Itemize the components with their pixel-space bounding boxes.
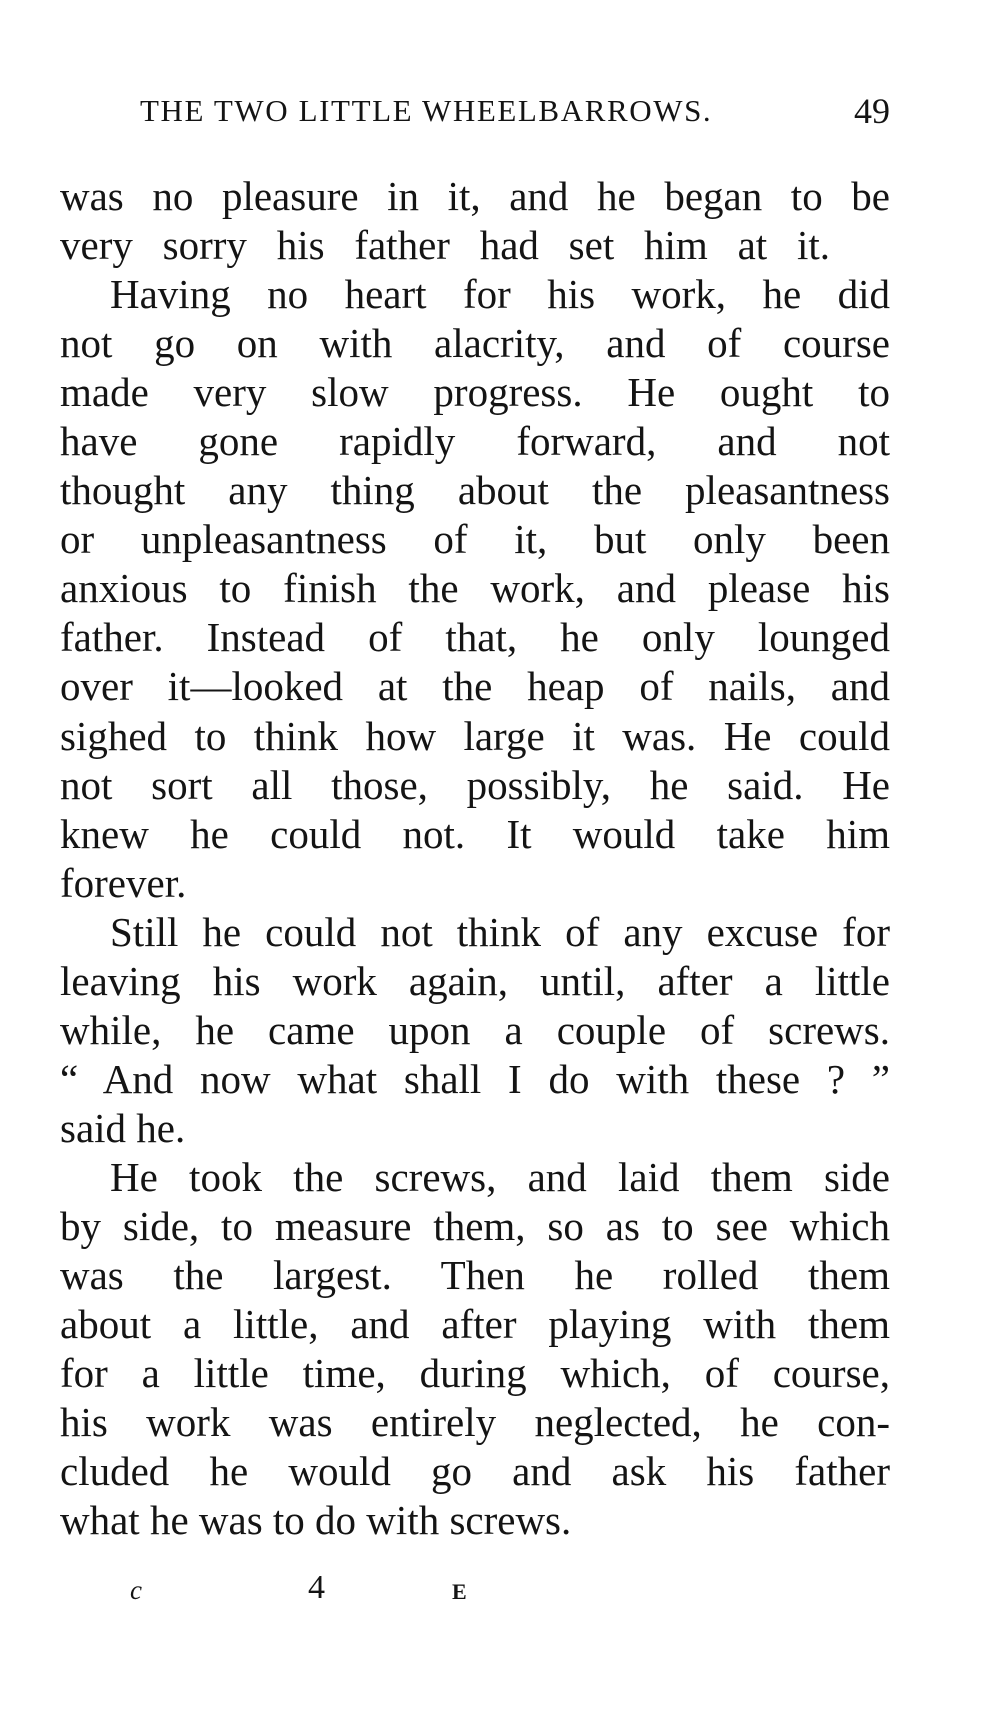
text-line: thought any thing about the pleasantness [60, 467, 890, 514]
text-line: over it—looked at the heap of nails, and [60, 663, 890, 710]
running-title: THE TWO LITTLE WHEELBARROWS. [140, 93, 713, 128]
text-line: sighed to think how large it was. He could [60, 712, 890, 759]
signature-mark-c: c [130, 1575, 142, 1605]
text-line: have gone rapidly forward, and not [60, 418, 890, 465]
text-line: knew he could not. It would take him [60, 810, 890, 857]
text-line: for a little time, during which, of course, [60, 1350, 890, 1397]
text-line: not sort all those, possibly, he said. He [60, 761, 890, 808]
text-line: cluded he would go and ask his father [60, 1448, 890, 1495]
text-line: father. Instead of that, he only lounged [60, 614, 890, 661]
text-line: his work was entirely neglected, he con- [60, 1399, 890, 1446]
signature-marks [130, 1568, 530, 1612]
text-line: leaving his work again, until, after a little [60, 957, 890, 1004]
text-line: what he was to do with screws. [60, 1497, 572, 1544]
text-line: by side, to measure them, so as to see which [60, 1202, 890, 1249]
text-line: about a little, and after playing with them [60, 1301, 890, 1348]
text-line: was no pleasure in it, and he began to be [60, 173, 890, 219]
text-line: forever. [60, 859, 187, 906]
paragraph-start-line: Still he could not think of any excuse for [110, 908, 890, 955]
text-line: while, he came upon a couple of screws. [60, 1006, 890, 1053]
page-number: 49 [854, 91, 890, 131]
body-text [60, 172, 890, 1545]
signature-mark-4: 4 [308, 1569, 325, 1606]
signature-mark-e: E [452, 1579, 467, 1604]
text-line: said he. [60, 1104, 186, 1151]
paragraph-start-line: Having no heart for his work, he did [110, 271, 890, 318]
running-head [140, 88, 890, 134]
text-line: made very slow progress. He ought to [60, 369, 890, 416]
text-line: was the largest. Then he rolled them [60, 1252, 890, 1299]
text-line: very sorry his father had set him at it. [60, 222, 830, 269]
text-line: “ And now what shall I do with these ? ” [60, 1055, 890, 1102]
text-line: or unpleasantness of it, but only been [60, 516, 890, 563]
text-line: not go on with alacrity, and of course [60, 320, 890, 367]
text-line: anxious to finish the work, and please his [60, 565, 890, 612]
paragraph-start-line: He took the screws, and laid them side [110, 1153, 890, 1200]
